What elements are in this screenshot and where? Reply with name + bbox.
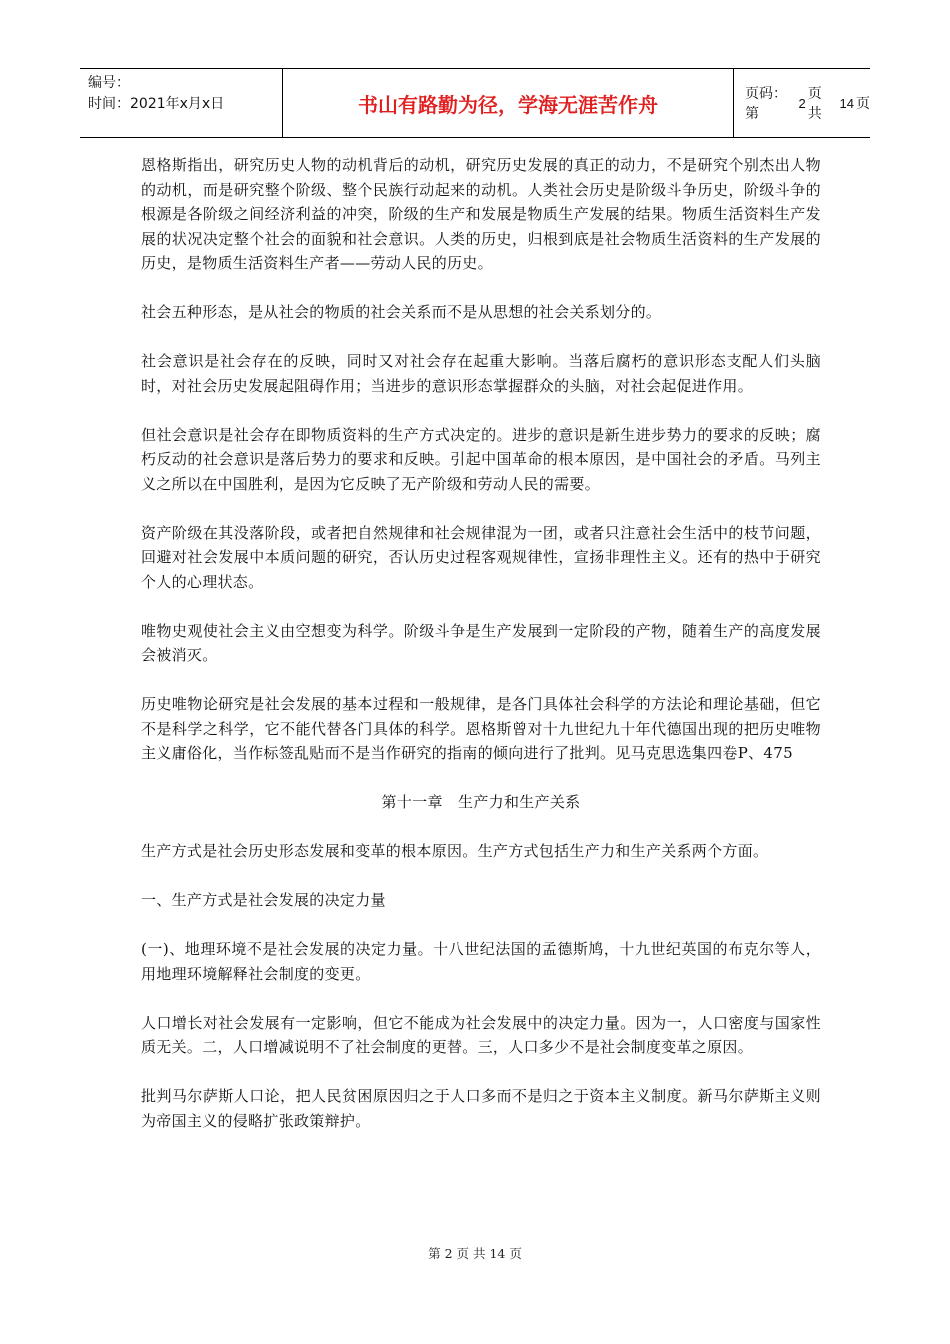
paragraph: (一)、地理环境不是社会发展的决定力量。十八世纪法国的孟德斯鸠，十九世纪英国的布克尔等人，用地理环境解释社会制度的变更。: [141, 940, 821, 983]
paragraph: 但社会意识是社会存在即物质资料的生产方式决定的。进步的意识是新生进步势力的要求的反映；腐朽反动的社会意识是落后势力的要求和反映。引起中国革命的根本原因，是中国社会的矛盾。马列主义之所以在中国胜利，是因为它反映了无产阶级和劳动人民的需要。: [141, 425, 821, 493]
header-table: [80, 68, 870, 138]
motto-cell: [282, 69, 734, 137]
paragraph: 历史唯物论研究是社会发展的基本过程和一般规律，是各门具体社会科学的方法论和理论基础，但它不是科学之科学，它不能代替各门具体的科学。恩格斯曾对十九世纪九十年代德国出现的把历史唯物主义庸俗化，当作标签乱贴而不是当作研究的指南的倾向进行了批判。见马克思选集四卷P、475: [141, 695, 821, 762]
page-info-cell: [734, 69, 870, 137]
paragraph: 批判马尔萨斯人口论，把人民贫困原因归之于人口多而不是归之于资本主义制度。新马尔萨斯主义则为帝国主义的侵略扩张政策辩护。: [141, 1087, 821, 1130]
page-footer: 第 2 页 共 14 页: [428, 1246, 522, 1261]
time-label: 时间：2021年x月x日: [88, 96, 225, 112]
paragraph: 人口增长对社会发展有一定影响，但它不能成为社会发展中的决定力量。因为一，人口密度与国家性质无关。二，人口增减说明不了社会制度的更替。三，人口多少不是社会制度变革之原因。: [141, 1013, 821, 1056]
page-prefix: 页码：第: [745, 86, 787, 122]
page-total: 14: [839, 95, 854, 111]
page-current: 2: [798, 95, 806, 111]
paragraph: 资产阶级在其没落阶段，或者把自然规律和社会规律混为一团，或者只注意社会生活中的枝节问题，回避对社会发展中本质问题的研究，否认历史过程客观规律性，宣扬非理性主义。还有的热中于研究个人的心理状态。: [141, 523, 821, 591]
paragraph: 唯物史观使社会主义由空想变为科学。阶级斗争是生产发展到一定阶段的产物，随着生产的高度发展会被消灭。: [141, 621, 821, 664]
header-meta-cell: [80, 69, 282, 137]
paragraph: 生产方式是社会历史形态发展和变革的根本原因。生产方式包括生产力和生产关系两个方面。: [141, 842, 769, 860]
number-label: 编号：: [88, 75, 130, 91]
document-body: [141, 153, 821, 1158]
section-heading: 一、生产方式是社会发展的决定力量: [141, 891, 386, 909]
page-mid: 页 共: [807, 86, 822, 122]
motto-text: 书山有路勤为径，学海无涯苦作舟: [358, 92, 658, 117]
paragraph: 社会五种形态，是从社会的物质的社会关系而不是从思想的社会关系划分的。: [141, 303, 662, 321]
page-suffix: 页: [856, 96, 870, 112]
paragraph: 社会意识是社会存在的反映，同时又对社会存在起重大影响。当落后腐朽的意识形态支配人们头脑时，对社会历史发展起阻碍作用；当进步的意识形态掌握群众的头脑，对社会起促进作用。: [141, 352, 821, 395]
paragraph: 恩格斯指出，研究历史人物的动机背后的动机，研究历史发展的真正的动力，不是研究个别杰出人物的动机，而是研究整个阶级、整个民族行动起来的动机。人类社会历史是阶级斗争历史，阶级斗争的根源是各阶级之间经济利益的冲突，阶级的生产和发展是物质生产发展的结果。物质生活资料生产发展的状况决定整个社会的面貌和社会意识。人类的历史，归根到底是社会物质生活资料的生产发展的历史，是物质生活资料生产者——劳动人民的历史。: [141, 156, 821, 272]
chapter-heading: 第十一章 生产力和生产关系: [381, 793, 581, 811]
